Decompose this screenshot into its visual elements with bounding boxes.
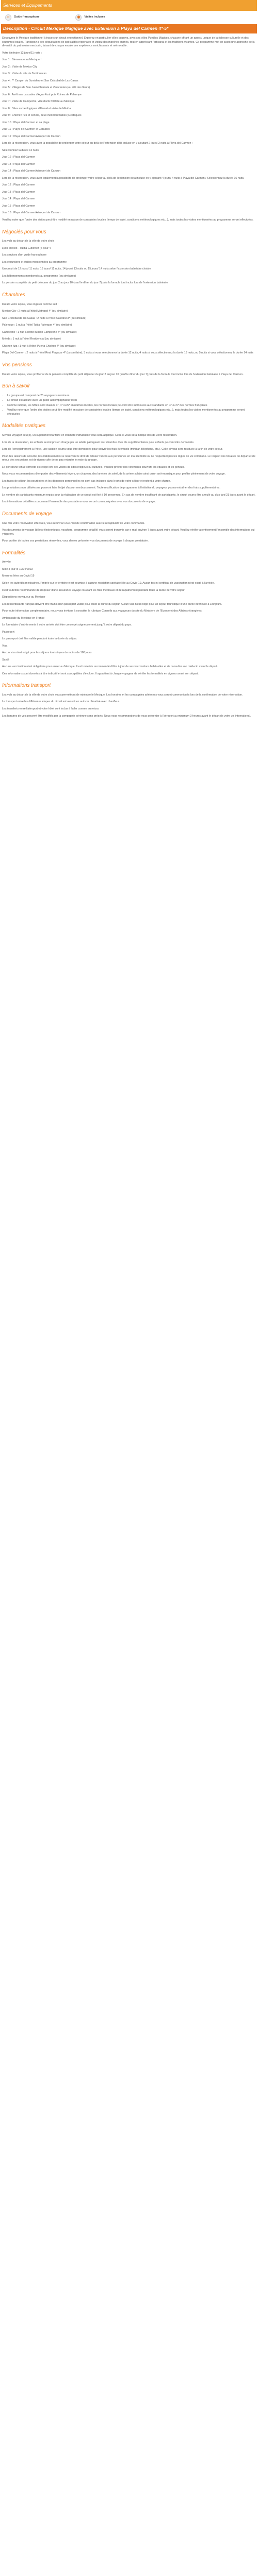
section-paragraph: Les prestations non utilisées ne pourront faire l'objet d'aucun remboursement. Toute modification de programme à l'initiative du voyageur pourra entraîner des frais supplémentaires. bbox=[2, 486, 220, 490]
section-heading: Chambres bbox=[2, 292, 25, 298]
section bbox=[1, 682, 257, 718]
page-title: Description - Circuit Mexique Magique avec Extension à Playa del Carmen 4*-5* bbox=[1, 24, 257, 33]
section-paragraph: Les taxes de séjour, les pourboires et les dépenses personnelles ne sont pas incluses dans le prix de votre séjour et restent à votre charge. bbox=[2, 479, 171, 483]
section-paragraph: Mérida : 1 nuit à l'hôtel Residencial (ou similaire) bbox=[2, 337, 61, 341]
intro-paragraph: Jour 15 : Playa del Carmen bbox=[2, 204, 36, 208]
section-paragraph: Pour profiter de toutes vos prestations réservées, vous devrez présenter vos documents de voyage à chaque prestataire. bbox=[2, 539, 149, 543]
section bbox=[1, 511, 257, 544]
section-heading: Informations transport bbox=[2, 683, 51, 689]
section-paragraph: La pension complète du petit déjeuner du jour 2 au jour 10 (sauf le dîner du jour 7) puis la formule tout inclus lors de l'extension balnéaire bbox=[2, 281, 168, 285]
intro-paragraph: Jour 13 : Playa del Carmen bbox=[2, 162, 36, 166]
section-paragraph: Les horaires de vols peuvent être modifiés par la compagnie aérienne sans préavis. Nous vous recommandons de vous présenter à l'aéroport au minimum 3 heures avant le départ de votre vol international. bbox=[2, 714, 251, 718]
section-paragraph: Durant votre séjour, vous logerez comme suit : bbox=[2, 302, 59, 306]
section-paragraph: Les services d'un guide francophone bbox=[2, 253, 47, 257]
section-paragraph: Dispositions en vigueur au Mexique bbox=[2, 596, 45, 599]
intro-paragraph: Veuillez noter que l'ordre des visites peut être modifié en raison de contraintes locales (temps de trajet, conditions météorologiques etc...), mais toutes les visites mentionnées au programme seront effectuées. bbox=[2, 218, 254, 222]
section-paragraph: Passeport bbox=[2, 630, 14, 634]
section-paragraph: Le port d'une tenue correcte est exigé lors des visites de sites religieux ou culturels. Veuillez prévoir des vêtements couvrant les épaules et les genoux. bbox=[2, 465, 185, 469]
tab-visites-incluses[interactable] bbox=[75, 14, 105, 21]
intro-paragraph: Jour 16 : Playa del Carmen/Aéroport de Cancun bbox=[2, 211, 61, 215]
intro-paragraph: Jour 9 : Chichen Itza et cenote, deux incontournables yucatèques bbox=[2, 114, 82, 117]
section-paragraph: Le formulaire d'entrée remis à votre arrivée doit être conservé soigneusement jusqu'à votre départ du pays. bbox=[2, 623, 132, 627]
intro-paragraph: Jour 2 : Visite de Mexico City bbox=[2, 65, 38, 69]
intro-paragraph: Sélectionnez la durée 12 nuits. bbox=[2, 148, 40, 152]
section-paragraph: Les ressortissants français doivent être munis d'un passeport valide pour toute la durée du séjour. Aucun visa n'est exigé pour un séjour touristique d'une durée inférieure à 180 jours. bbox=[2, 602, 222, 606]
section-paragraph: Une fois votre réservation effectuée, vous recevrez un e-mail de confirmation avec le récapitulatif de votre commande. bbox=[2, 521, 145, 525]
intro-paragraph: Lors de la réservation, vous avez la possibilité de prolonger votre séjour au-delà de l'extension déjà incluse en y ajoutant 2 jours/ 2 nuits à Playa del Carmen : bbox=[2, 142, 193, 145]
tab-visites-label: Visites incluses bbox=[84, 15, 105, 19]
section-paragraph: Arrivée bbox=[2, 561, 11, 564]
intro-paragraph: Jour 4 : ** Canyon du Sumidero et San Cristobal de Las Casas bbox=[2, 79, 78, 82]
section-heading: Négociés pour vous bbox=[2, 229, 46, 235]
eye-icon: ◉ bbox=[75, 14, 82, 21]
intro-paragraph: Votre itinéraire 12 jours/11 nuits : bbox=[2, 51, 42, 55]
section-heading: Bon à savoir bbox=[2, 383, 30, 389]
section-paragraph: Mise à jour le 19/04/2023 bbox=[2, 567, 33, 571]
list-item: • Le groupe est composé de 25 voyageurs maximum bbox=[7, 394, 256, 398]
section-paragraph: Un circuit de 12 jours/ 11 nuits, 13 jours/ 12 nuits, 14 jours/ 13 nuits ou 15 jours/ 14 nuits selon l'extension balnéaire choisie bbox=[2, 267, 151, 271]
intro-paragraph: Jour 3 : Visite du site de Teotihuacan bbox=[2, 72, 47, 76]
intro-paragraph: Jour 10 : Playa del Carmen et sa plage bbox=[2, 121, 50, 124]
section-paragraph: Pour des raisons de sécurité, les établissements se réservent le droit de refuser l'accès aux personnes en état d'ébriété ou ne respectant pas les règles de vie commune. Le respect des horaires de départ et de retour des excursions est de rigueur afin de ne pas retarder le reste du groupe. bbox=[2, 454, 255, 462]
section-paragraph: Les vols au départ de la ville de votre choix vous permettront de rejoindre le Mexique. Les horaires et les compagnies aériennes vous seront communiqués lors de la confirmation de votre réservation. bbox=[2, 693, 243, 697]
intro-paragraph: Jour 11 : Playa del Carmen et Caraïbes bbox=[2, 128, 50, 131]
intro-section bbox=[1, 37, 257, 222]
tab-guide-francophone[interactable] bbox=[5, 14, 39, 21]
intro-paragraph: Jour 14 : Playa del Carmen bbox=[2, 197, 36, 201]
services-header-title: Services et Equipements bbox=[3, 3, 53, 8]
section-paragraph: Mesures liées au Covid 19 bbox=[2, 574, 35, 578]
section-paragraph: Selon les autorités mexicaines, l'entrée sur le territoire n'est soumise à aucune restriction sanitaire liée au Covid-19. Aucun test ni certificat de vaccination n'est exigé à l'arrivée. bbox=[2, 581, 215, 585]
section-paragraph: Mexico City : 2 nuits à l'hôtel Metropol 4* (ou similaire) bbox=[2, 310, 68, 313]
section bbox=[1, 550, 257, 676]
list-item: • Le circuit est assuré avec un guide accompagnateur local bbox=[7, 399, 256, 403]
section-paragraph: Aucune vaccination n'est obligatoire pour entrer au Mexique. Il est toutefois recommandé d'être à jour de ses vaccinations habituelles et de consulter son médecin avant le départ. bbox=[2, 665, 218, 669]
section-paragraph: Les excursions et visites mentionnées au programme bbox=[2, 260, 67, 264]
section-paragraph: Chichen Itza : 1 nuit à l'hôtel Puerta Chichen 4* (ou similaire) bbox=[2, 344, 76, 348]
section-heading: Formalités bbox=[2, 550, 26, 556]
intro-paragraph: Lors de la réservation, vous avez également la possibilité de prolonger votre séjour au-delà de l'extension déjà incluse en y ajoutant 4 jours/ 4 nuits à Playa del Carmen / Sélectionnez la durée 16 nuits. bbox=[2, 176, 245, 180]
section-paragraph: Pour toute information complémentaire, nous vous invitons à consulter la rubrique Conseils aux voyageurs du site du Ministère de l'Europe et des Affaires étrangères. bbox=[2, 609, 203, 613]
section-paragraph: Vos documents de voyage (billets électroniques, vouchers, programme détaillé) vous seront transmis par e-mail environ 7 jours avant votre départ. Veuillez vérifier attentivement l'ensemble des informations qui y figurent. bbox=[2, 529, 255, 536]
page bbox=[0, 0, 258, 718]
service-tabs bbox=[1, 11, 257, 23]
section-paragraph: Ambassade du Mexique en France bbox=[2, 616, 45, 620]
section-paragraph: Le passeport doit être valide pendant toute la durée du séjour. bbox=[2, 637, 77, 641]
intro-paragraph: Jour 14 : Playa del Carmen/Aéroport de Cancun bbox=[2, 170, 61, 173]
section-paragraph: Campeche : 1 nuit à l'hôtel Misión Campeche 4* (ou similaire) bbox=[2, 330, 77, 334]
intro-paragraph: Jour 5 : Villages de San Juan Chamula et Zinacantan (ou cité des fleurs) bbox=[2, 86, 90, 90]
intro-paragraph: Jour 12 : Playa del Carmen bbox=[2, 156, 36, 159]
services-header-bar bbox=[1, 0, 257, 11]
section-paragraph: Si vous voyagez seul(e), un supplément tarifaire en chambre individuelle vous sera appliqué. Celui-ci vous sera indiqué lors de votre réservation. bbox=[2, 434, 178, 437]
intro-paragraph: Jour 8 : Sites archéologiques d'Uxmal et visite de Mérida bbox=[2, 107, 71, 110]
person-icon: ☺ bbox=[5, 14, 11, 21]
section-paragraph: Le transport entre les différentes étapes du circuit est assuré en autocar climatisé avec chauffeur. bbox=[2, 700, 120, 704]
section-paragraph: San Cristobal de las Casas : 2 nuits à l'hôtel Catedral 3* (ou similaire) bbox=[2, 316, 87, 320]
tab-guide-label: Guide francophone bbox=[14, 15, 40, 19]
section bbox=[1, 229, 257, 285]
section-paragraph: Les transferts entre l'aéroport et votre hôtel sont inclus à l'aller comme au retour. bbox=[2, 707, 100, 710]
section-paragraph: Palenque : 1 nuit à l'hôtel Tulija Palenque 4* (ou similaire) bbox=[2, 324, 72, 327]
intro-paragraph: Découvrez le Mexique traditionnel à travers un circuit exceptionnel. Explorez en particulier villes du pays, avec ses villes Pueblos Mágicos, chacune offrant un aperçu unique de la richesse culturelle et des coutumes locales. Participez à des dégustations de spécialités régionales et visitez des marchés animés, tout en appréciant l'artisanat et les traditions vivantes. Ce programme met en avant une approche de la diversité du patrimoine mexicain, faisant de chaque escale une expérience enrichissante et mémorable. bbox=[2, 37, 255, 48]
section-paragraph: Lyon Mexico - Tuxtla Gutiérrez (à pour 4 bbox=[2, 246, 51, 250]
section-heading: Documents de voyage bbox=[2, 511, 52, 517]
section-paragraph: Il est toutefois recommandé de disposer d'une assurance voyage couvrant les frais médicaux et de rapatriement pendant toute la durée de votre séjour. bbox=[2, 588, 185, 592]
intro-paragraph: Jour 13 : Playa del Carmen bbox=[2, 190, 36, 194]
intro-paragraph: Jour 6 : Arrêt aux cascades d'Agua Azul puis Ruines de Palenque bbox=[2, 93, 82, 96]
intro-paragraph: Jour 12 : Playa del Carmen bbox=[2, 183, 36, 187]
section-paragraph: Les informations détaillées concernant l'ensemble des prestations vous seront communiquées avec vos documents de voyage. bbox=[2, 500, 156, 504]
list-item: • Veuillez noter que l'ordre des visites peut être modifié en raison de contraintes locales (temps de trajet, conditions météorologiques etc...), mais toutes les visites mentionnées au programme seront effectuées bbox=[7, 409, 256, 416]
section-paragraph: Visa bbox=[2, 644, 8, 648]
list-item: • Comme indiqué, les hôtels sont classés 3*, 4* ou 5* en normes locales, les normes locales peuvent être inférieures aux standards 3*, 4* ou 5* des normes françaises bbox=[7, 404, 256, 408]
intro-paragraph: Jour 7 : Visite de Campeche, ville d'arts fortifiée au Mexique bbox=[2, 100, 75, 104]
section-heading: Vos pensions bbox=[2, 362, 32, 368]
section-paragraph: Playa Del Carmen : 2 nuits à l'hôtel Real Playacar 4* (ou similaire), 3 nuits si vous sélectionnez la durée 12 nuits, 4 nuits si vous sélectionnez la durée 13 nuits, ou 5 nuits si vous sélectionnez la durée 14 nuits bbox=[2, 351, 253, 355]
section-paragraph: Les hébergements mentionnés au programme (ou similaires) bbox=[2, 274, 76, 278]
content-sections bbox=[1, 229, 257, 719]
section-paragraph: Durant votre séjour, vous profiterez de la pension complète du petit déjeuner du jour 2 au jour 10 (sauf le dîner du jour 7) puis de la formule tout inclus lors de l'extension balnéaire à Playa del Carmen. bbox=[2, 372, 244, 376]
intro-paragraph: Jour 12 : Playa del Carmen/Aéroport de Cancun bbox=[2, 134, 61, 138]
section-paragraph: Lors de la réservation, les enfants seront pris en charge par un adulte partageant leur chambre. Des lits supplémentaires pour enfants peuvent être demandés. bbox=[2, 440, 195, 444]
section-paragraph: Les vols au départ de la ville de votre choix bbox=[2, 240, 55, 243]
intro-paragraph: Jour 1 : Bienvenue au Mexique ! bbox=[2, 58, 41, 62]
section-heading: Modalités pratiques bbox=[2, 423, 46, 429]
section-paragraph: Aucun visa n'est exigé pour les séjours touristiques de moins de 180 jours. bbox=[2, 651, 93, 655]
section-paragraph: Le nombre de participants minimum requis pour la réalisation de ce circuit est fixé à 10 personnes. En cas de nombre insuffisant de participants, le circuit pourra être annulé au plus tard 21 jours avant le départ. bbox=[2, 493, 256, 497]
section bbox=[1, 292, 257, 355]
bullet-list bbox=[7, 394, 256, 417]
section-paragraph: Lors de l'enregistrement à l'hôtel, une caution pourra vous être demandée pour couvrir les frais éventuels (minibar, téléphone, etc.). Celle-ci vous sera restituée à la fin de votre séjour. bbox=[2, 448, 223, 451]
section bbox=[1, 362, 257, 377]
section-paragraph: Nous vous recommandons d'emporter des vêtements légers, un chapeau, des lunettes de soleil, de la crème solaire ainsi qu'un anti-moustique pour profiter pleinement de votre voyage. bbox=[2, 472, 226, 476]
section bbox=[1, 383, 257, 416]
section bbox=[1, 422, 257, 504]
section-paragraph: Ces informations sont données à titre indicatif et sont susceptibles d'évoluer. Il appartient à chaque voyageur de vérifier les formalités en vigueur avant son départ. bbox=[2, 672, 199, 675]
section-paragraph: Santé bbox=[2, 658, 9, 662]
